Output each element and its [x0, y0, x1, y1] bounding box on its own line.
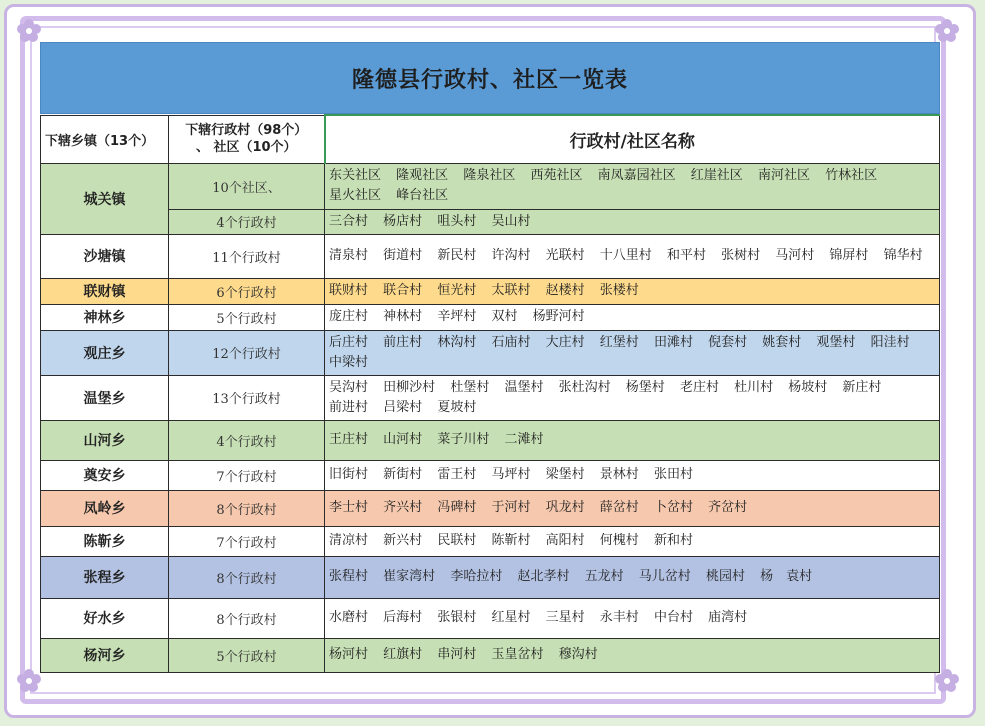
village-name: 石庙村: [491, 334, 531, 350]
village-name: 杨坡村: [788, 379, 828, 395]
count-cell: 5个行政村: [169, 304, 325, 330]
village-name: 倪套村: [708, 334, 748, 350]
count-cell: 8个行政村: [169, 490, 325, 526]
village-name: 前进村: [329, 399, 369, 415]
village-name: 星火社区: [329, 188, 382, 203]
count-cell: 5个行政村: [169, 638, 325, 672]
count-cell: 10个社区、: [169, 163, 325, 209]
village-name: 马河村: [775, 248, 815, 263]
table-row: [41, 420, 940, 460]
village-name: 联合村: [383, 283, 423, 298]
flower-icon: [16, 668, 42, 694]
village-name: 和平村: [666, 248, 706, 263]
town-cell: 凤岭乡: [41, 490, 169, 526]
village-name: 光联村: [545, 248, 585, 263]
village-name: 中梁村: [329, 354, 369, 370]
village-name: 杨店村: [383, 213, 423, 229]
village-name: 巩龙村: [545, 500, 585, 515]
village-name: 吴沟村: [329, 379, 369, 395]
village-name: 锦屏村: [829, 248, 869, 263]
table-row: [41, 304, 940, 330]
names-cell: [325, 375, 940, 420]
village-name: 杨 袁村: [760, 569, 813, 584]
village-name: 后海村: [383, 610, 423, 625]
village-name: 穆沟村: [558, 647, 598, 662]
village-name: 吕梁村: [383, 399, 423, 415]
village-name: 杜堡村: [450, 379, 490, 395]
town-cell: 好水乡: [41, 598, 169, 638]
village-name: 新和村: [653, 533, 693, 548]
village-name: 民联村: [437, 533, 477, 548]
village-name: 中台村: [653, 610, 693, 625]
village-name: 联财村: [329, 283, 369, 298]
village-name: 高阳村: [545, 533, 585, 548]
village-name: 新民村: [437, 248, 477, 263]
names-cell: [325, 304, 940, 330]
village-name: 张田村: [653, 467, 693, 482]
village-name: 张银村: [437, 610, 477, 625]
village-name: 崔家湾村: [383, 569, 436, 584]
village-name: 李哈拉村: [450, 569, 503, 584]
flower-icon: [16, 18, 42, 44]
village-name: 峰台社区: [396, 188, 449, 203]
village-name: 张杜沟村: [558, 379, 611, 395]
table-row: [41, 460, 940, 490]
names-cell: [325, 420, 940, 460]
village-name: 老庄村: [679, 379, 719, 395]
village-name: 大庄村: [545, 334, 585, 350]
count-cell: 4个行政村: [169, 420, 325, 460]
village-name: 红崖社区: [690, 168, 743, 183]
names-cell: [325, 526, 940, 556]
table-row: [41, 490, 940, 526]
header-names: 行政村/社区名称: [325, 115, 940, 163]
village-name: 赵楼村: [545, 283, 585, 298]
village-name: 玉皇岔村: [491, 647, 544, 662]
village-name: 齐岔村: [708, 500, 748, 515]
village-name: 桃园村: [705, 569, 745, 584]
village-name: 二滩村: [504, 432, 544, 447]
count-cell: 6个行政村: [169, 278, 325, 304]
village-name: 许沟村: [491, 248, 531, 263]
village-name: 林沟村: [437, 334, 477, 350]
village-name: 街道村: [383, 248, 423, 263]
town-cell: 观庄乡: [41, 330, 169, 375]
page-title: 隆德县行政村、社区一览表: [351, 67, 628, 93]
title-bar: [40, 42, 940, 114]
names-cell: [325, 163, 940, 209]
header-row: [41, 115, 940, 163]
village-name: 后庄村: [329, 334, 369, 350]
village-name: 庞庄村: [329, 309, 369, 324]
village-name: 马儿岔村: [638, 569, 691, 584]
village-name: 温堡村: [504, 379, 544, 395]
table-row: [41, 209, 940, 234]
table-body: [41, 163, 940, 672]
village-name: 菜子川村: [437, 432, 490, 447]
village-name: 齐兴村: [383, 500, 423, 515]
village-name: 南河社区: [757, 168, 810, 183]
village-name: 新兴村: [383, 533, 423, 548]
village-name: 水磨村: [329, 610, 369, 625]
village-name: 红星村: [491, 610, 531, 625]
table-row: [41, 330, 940, 375]
header-count: [169, 115, 325, 163]
village-name: 吴山村: [491, 213, 531, 229]
names-cell: [325, 556, 940, 598]
table-row: [41, 278, 940, 304]
flower-icon: [934, 18, 960, 44]
town-cell: 山河乡: [41, 420, 169, 460]
names-cell: [325, 460, 940, 490]
village-name: 咀头村: [437, 213, 477, 229]
table-row: [41, 375, 940, 420]
village-name: 阳洼村: [870, 334, 910, 350]
count-cell: 12个行政村: [169, 330, 325, 375]
names-cell: [325, 598, 940, 638]
village-name: 赵北孝村: [517, 569, 570, 584]
town-cell: 城关镇: [41, 163, 169, 234]
village-name: 薛岔村: [599, 500, 639, 515]
village-name: 前庄村: [383, 334, 423, 350]
village-name: 田柳沙村: [383, 379, 436, 395]
village-name: 永丰村: [599, 610, 639, 625]
village-name: 何槐村: [599, 533, 639, 548]
count-cell: 4个行政村: [169, 209, 325, 234]
village-name: 田滩村: [653, 334, 693, 350]
names-cell: [325, 234, 940, 278]
town-cell: 杨河乡: [41, 638, 169, 672]
village-name: 杨堡村: [625, 379, 665, 395]
table-row: [41, 556, 940, 598]
village-name: 串河村: [437, 647, 477, 662]
village-name: 三星村: [545, 610, 585, 625]
village-name: 马坪村: [491, 467, 531, 482]
village-name: 杨野河村: [532, 309, 585, 324]
village-name: 锦华村: [883, 248, 923, 263]
town-cell: 奠安乡: [41, 460, 169, 490]
count-cell: 8个行政村: [169, 598, 325, 638]
header-count-line1: 下辖行政村（98个）: [185, 123, 308, 138]
village-name: 王庄村: [329, 432, 369, 447]
town-cell: 张程乡: [41, 556, 169, 598]
village-name: 庙湾村: [708, 610, 748, 625]
village-name: 西苑社区: [530, 168, 583, 183]
town-cell: 联财镇: [41, 278, 169, 304]
header-town: 下辖乡镇（13个）: [41, 115, 169, 163]
village-name: 陈靳村: [491, 533, 531, 548]
village-name: 新街村: [383, 467, 423, 482]
village-name: 姚套村: [762, 334, 802, 350]
village-name: 杨河村: [329, 647, 369, 662]
town-cell: 陈靳乡: [41, 526, 169, 556]
village-table: [40, 114, 940, 673]
village-name: 隆泉社区: [463, 168, 516, 183]
village-name: 清凉村: [329, 533, 369, 548]
table-row: [41, 163, 940, 209]
spreadsheet: [40, 42, 940, 673]
village-name: 清泉村: [329, 248, 369, 263]
village-name: 神林村: [383, 309, 423, 324]
names-cell: [325, 209, 940, 234]
names-cell: [325, 330, 940, 375]
village-name: 五龙村: [584, 569, 624, 584]
village-name: 山河村: [383, 432, 423, 447]
village-name: 三合村: [329, 213, 369, 229]
village-name: 竹林社区: [825, 168, 878, 183]
table-row: [41, 526, 940, 556]
count-cell: 11个行政村: [169, 234, 325, 278]
count-cell: 7个行政村: [169, 526, 325, 556]
village-name: 太联村: [491, 283, 531, 298]
town-cell: 神林乡: [41, 304, 169, 330]
village-name: 张树村: [721, 248, 761, 263]
names-cell: [325, 278, 940, 304]
header-count-line2: 、 社区（10个）: [195, 140, 297, 155]
count-cell: 8个行政村: [169, 556, 325, 598]
village-name: 十八里村: [599, 248, 652, 263]
village-name: 张程村: [329, 569, 369, 584]
village-name: 东关社区: [329, 168, 382, 183]
village-name: 夏坡村: [437, 399, 477, 415]
names-cell: [325, 638, 940, 672]
count-cell: 13个行政村: [169, 375, 325, 420]
village-name: 李士村: [329, 500, 369, 515]
town-cell: 沙塘镇: [41, 234, 169, 278]
count-cell: 7个行政村: [169, 460, 325, 490]
village-name: 观堡村: [816, 334, 856, 350]
village-name: 景林村: [599, 467, 639, 482]
village-name: 雷王村: [437, 467, 477, 482]
table-row: [41, 598, 940, 638]
village-name: 新庄村: [842, 379, 882, 395]
town-cell: 温堡乡: [41, 375, 169, 420]
village-name: 于河村: [491, 500, 531, 515]
village-name: 隆观社区: [396, 168, 449, 183]
village-name: 卜岔村: [653, 500, 693, 515]
village-name: 旧街村: [329, 467, 369, 482]
village-name: 南凤嘉园社区: [597, 168, 676, 183]
village-name: 红堡村: [599, 334, 639, 350]
village-name: 梁堡村: [545, 467, 585, 482]
table-row: [41, 234, 940, 278]
table-row: [41, 638, 940, 672]
village-name: 双村: [491, 309, 518, 324]
village-name: 恒光村: [437, 283, 477, 298]
village-name: 辛坪村: [437, 309, 477, 324]
names-cell: [325, 490, 940, 526]
village-name: 红旗村: [383, 647, 423, 662]
village-name: 张楼村: [599, 283, 639, 298]
village-name: 冯碑村: [437, 500, 477, 515]
village-name: 杜川村: [734, 379, 774, 395]
